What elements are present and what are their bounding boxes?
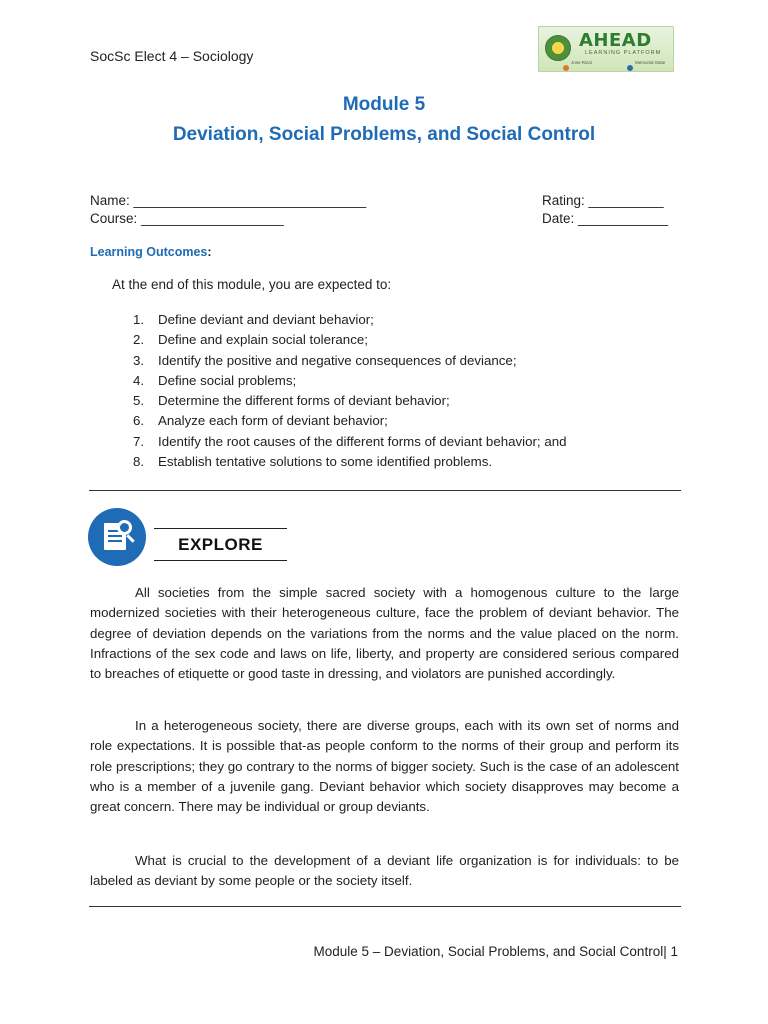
logo-badge-left: Jose Rizal <box>571 60 592 65</box>
list-item: 4. Define social problems; <box>133 372 297 388</box>
rating-blank[interactable]: __________ <box>588 193 664 208</box>
learning-outcomes-heading: Learning Outcomes: <box>90 245 212 259</box>
name-field[interactable] <box>90 193 366 208</box>
divider <box>89 906 681 907</box>
seal-icon <box>545 35 571 61</box>
explore-icon <box>88 508 146 566</box>
page-number: 1 <box>670 944 678 959</box>
list-item: 1. Define deviant and deviant behavior; <box>133 312 374 327</box>
date-blank[interactable]: ____________ <box>578 211 669 226</box>
list-item: 8. Establish tentative solutions to some identified problems. <box>133 454 493 470</box>
course-blank[interactable]: ___________________ <box>141 211 284 226</box>
logo-tagline: LEARNING PLATFORM <box>585 50 662 56</box>
logo-badge-right: Memorial State <box>635 60 666 65</box>
partner-icon <box>563 65 569 71</box>
course-header: SocSc Elect 4 – Sociology <box>90 48 254 64</box>
outcomes-list <box>133 310 567 472</box>
list-item: 7. Identify the root causes of the different forms of deviant behavior; and <box>133 433 567 449</box>
explore-heading: EXPLORE <box>154 528 287 561</box>
course-field[interactable] <box>90 211 284 226</box>
date-label: Date: <box>542 211 575 226</box>
module-title: Deviation, Social Problems, and Social Control <box>172 124 596 145</box>
course-label: Course: <box>90 211 138 226</box>
page-footer <box>314 944 678 959</box>
name-label: Name: <box>90 193 130 208</box>
list-item: 3. Identify the positive and negative consequences of deviance; <box>133 352 517 368</box>
footer-text: Module 5 – Deviation, Social Problems, and Social Control <box>313 944 664 959</box>
footer-separator: | <box>663 944 667 959</box>
explore-paragraph: All societies from the simple sacred society with a homogenous culture to the large modernized societies with their heterogeneous culture, face the problem of deviant behavior. The degree of deviation depends on the variations from the norms and the value placed on the norm. Infractions of the sex code and laws on life, liberty, and property are considered serious compared to breaches of etiquette or good taste in dressing, and violators are punished accordingly. <box>90 585 679 682</box>
ahead-logo <box>538 26 674 72</box>
module-number: Module 5 <box>342 94 426 115</box>
explore-paragraph: In a heterogeneous society, there are diverse groups, each with its own set of norms and role expectations. It is possible that-as people conform to the norms of their group and perform its role prescriptions; they go contrary to the norms of bigger society. Such is the case of an adolescent who is a member of a juvenile gang. Deviant behavior which society disapproves may become a great concern. There may be individual or group deviants. <box>90 718 679 815</box>
list-item: 2. Define and explain social tolerance; <box>133 332 368 348</box>
list-item: 5. Determine the different forms of deviant behavior; <box>133 393 450 409</box>
name-blank[interactable]: _______________________________ <box>133 193 367 208</box>
rating-label: Rating: <box>542 193 585 208</box>
rating-field[interactable] <box>542 193 664 208</box>
partner-icon <box>627 65 633 71</box>
learning-outcomes-intro: At the end of this module, you are expected to: <box>112 277 392 292</box>
explore-paragraph: What is crucial to the development of a deviant life organization is for individuals: to be labeled as deviant by some people or the society itself. <box>90 853 679 889</box>
date-field[interactable] <box>542 211 668 226</box>
list-item: 6. Analyze each form of deviant behavior; <box>133 413 388 429</box>
divider <box>89 490 681 491</box>
logo-wordmark: AHEAD <box>579 30 652 51</box>
